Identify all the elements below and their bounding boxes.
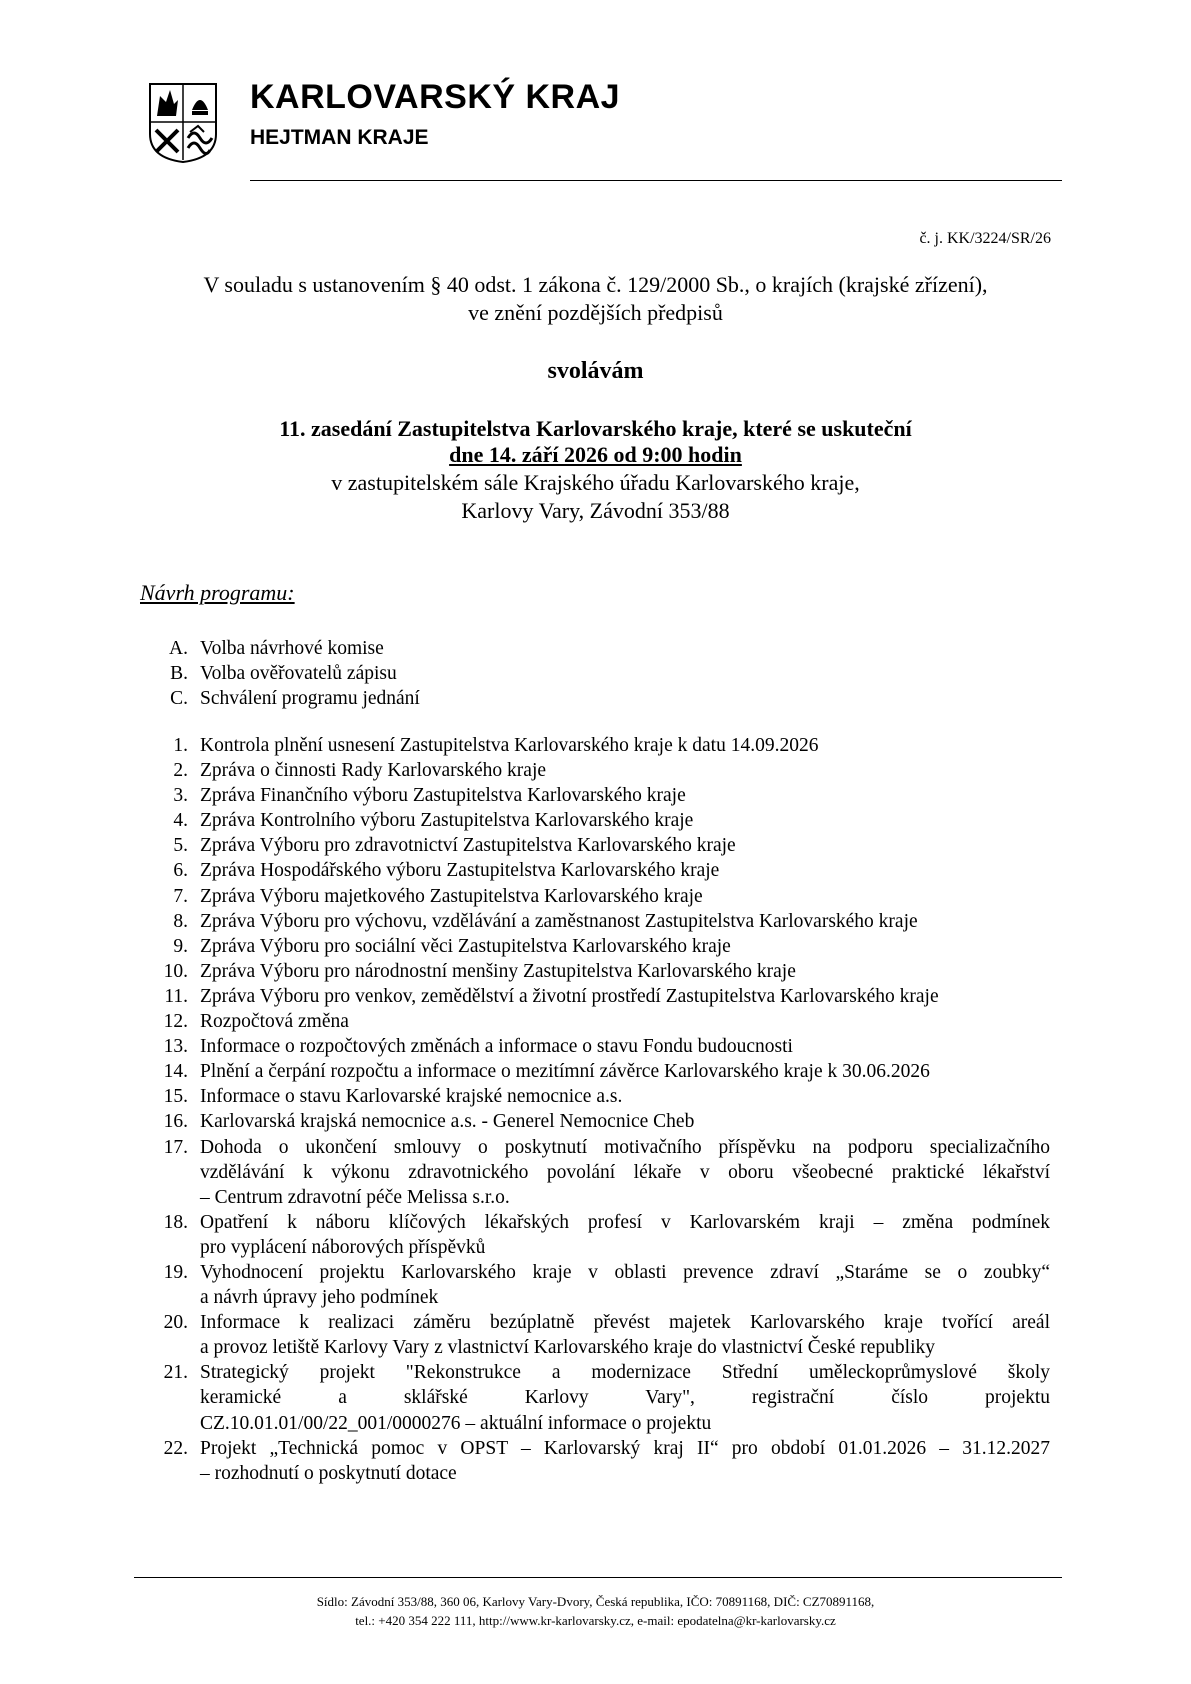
reference-number: č. j. KK/3224/SR/26 [919,230,1051,247]
list-item-line: Dohoda o ukončení smlouvy o poskytnutí motivačního příspěvku na podporu specializačního [200,1136,1050,1158]
list-item [0,833,1191,858]
list-item-text [200,984,1050,1009]
list-item [0,884,1191,909]
list-item-line: Zpráva Výboru pro sociální věci Zastupitelstva Karlovarského kraje [200,935,731,957]
list-item-line: Informace k realizaci záměru bezúplatně převést majetek Karlovarského kraje tvořící areál [200,1312,1050,1334]
agenda-item-list [0,733,1191,1486]
list-item [0,686,1191,711]
list-item-line: Rozpočtová změna [200,1011,349,1033]
list-item-line: Zpráva Výboru pro venkov, zemědělství a životní prostředí Zastupitelstva Karlovarského kraje [200,985,939,1007]
list-item-text [200,909,1050,934]
list-item-marker: 17. [163,1136,188,1158]
header-divider [250,180,1062,181]
meeting-address: Karlovy Vary, Závodní 353/88 [461,498,730,523]
list-item [0,1436,1191,1486]
list-item-text [200,733,1050,758]
list-item-marker: 12. [163,1011,188,1033]
agenda-letter-list [0,636,1191,711]
list-item-line: Volba návrhové komise [200,638,384,659]
list-item-line: Vyhodnocení projektu Karlovarského kraje v oblasti prevence zdraví „Staráme se o zoubky“ [200,1261,1050,1283]
list-item [0,959,1191,984]
list-item-text [200,1135,1050,1210]
org-subtitle: HEJTMAN KRAJE [250,126,429,149]
list-item-marker: 20. [163,1312,188,1334]
list-item-marker: B. [170,663,188,685]
list-item-marker: 7. [173,885,188,907]
list-item-line: – Centrum zdravotní péče Melissa s.r.o. [200,1186,510,1208]
list-item [0,1059,1191,1084]
list-item [0,1034,1191,1059]
list-item-marker: 21. [163,1362,188,1384]
list-item [0,1210,1191,1260]
list-item-line: CZ.10.01.01/00/22_001/0000276 – aktuální informace o projektu [200,1412,712,1434]
list-item-text [200,686,1050,711]
list-item-text [200,1310,1050,1360]
list-item-text [200,1084,1050,1109]
list-item-marker: 5. [173,835,188,857]
list-item-line: – rozhodnutí o poskytnutí dotace [200,1462,457,1484]
meeting-title: 11. zasedání Zastupitelstva Karlovarského kraje, které se uskuteční [279,416,912,441]
list-item-marker: 4. [173,810,188,832]
list-item-text [200,636,1050,661]
list-item-text [200,758,1050,783]
list-item [0,661,1191,686]
list-item-marker: 22. [163,1437,188,1459]
list-item-text [200,1009,1050,1034]
meeting-venue: v zastupitelském sále Krajského úřadu Karlovarského kraje, [331,470,860,495]
list-item-marker: 19. [163,1261,188,1283]
list-item-marker: 1. [173,735,188,756]
list-item-text [200,661,1050,686]
list-item-line: Schválení programu jednání [200,688,420,710]
list-item-text [200,1260,1050,1310]
list-item-line: Informace o stavu Karlovarské krajské nemocnice a.s. [200,1086,623,1108]
list-item-marker: 8. [173,910,188,932]
list-item-line: Strategický projekt "Rekonstrukce a modernizace Střední uměleckoprůmyslové školy [200,1362,1050,1384]
list-item-marker: 11. [164,985,188,1007]
list-item [0,1135,1191,1210]
list-item [0,1009,1191,1034]
org-name: KARLOVARSKÝ KRAJ [250,78,621,116]
list-item [0,733,1191,758]
list-item-text [200,783,1050,808]
list-item-line: keramické a sklářské Karlovy Vary", registrační číslo projektu [200,1387,1050,1409]
list-item [0,909,1191,934]
list-item-marker: 10. [163,960,188,982]
list-item-text [200,833,1050,858]
footer-divider [134,1577,1062,1578]
list-item-line: Zpráva Kontrolního výboru Zastupitelstva Karlovarského kraje [200,810,694,832]
list-item-text [200,1210,1050,1260]
list-item [0,636,1191,661]
list-item [0,758,1191,783]
list-item-marker: 16. [163,1111,188,1133]
list-item-marker: A. [169,638,188,659]
list-item-line: Informace o rozpočtových změnách a informace o stavu Fondu budoucnosti [200,1036,793,1058]
list-item [0,984,1191,1009]
list-item-line: Zpráva Hospodářského výboru Zastupitelstva Karlovarského kraje [200,860,720,882]
list-item-line: a provoz letiště Karlovy Vary z vlastnictví Karlovarského kraje do vlastnictví České republiky [200,1337,936,1359]
list-item-text [200,1360,1050,1435]
list-item-line: pro vyplácení náborových příspěvků [200,1236,486,1258]
list-item [0,1260,1191,1310]
coat-of-arms-icon [148,82,218,164]
list-item-line: Plnění a čerpání rozpočtu a informace o mezitímní závěrce Karlovarského kraje k 30.06.2026 [200,1061,930,1083]
list-item-line: Zpráva Výboru majetkového Zastupitelstva Karlovarského kraje [200,885,703,907]
list-item [0,1310,1191,1360]
list-item-marker: 13. [163,1036,188,1058]
list-item-marker: 14. [163,1061,188,1083]
list-item [0,808,1191,833]
list-item-text [200,1436,1050,1486]
footer-contact: tel.: +420 354 222 111, http://www.kr-karlovarsky.cz, e-mail: epodatelna@kr-karlovarsky.cz [355,1613,836,1628]
list-item-marker: 18. [163,1211,188,1233]
list-item-line: Zpráva Výboru pro výchovu, vzdělávání a zaměstnanost Zastupitelstva Karlovarského kraje [200,910,918,932]
list-item-line: Projekt „Technická pomoc v OPST – Karlovarský kraj II“ pro období 01.01.2026 – 31.12.2027 [200,1437,1050,1459]
convoke-heading: svolávám [547,358,644,384]
list-item-text [200,808,1050,833]
list-item-marker: C. [170,688,188,710]
footer-address: Sídlo: Závodní 353/88, 360 06, Karlovy Vary-Dvory, Česká republika, IČO: 70891168, DIČ: CZ70891168, [316,1594,875,1609]
list-item-text [200,1109,1050,1134]
list-item-line: Kontrola plnění usnesení Zastupitelstva Karlovarského kraje k datu 14.09.2026 [200,735,819,756]
list-item-line: Opatření k náboru klíčových lékařských profesí v Karlovarském kraji – změna podmínek [200,1211,1050,1233]
list-item-line: a návrh úpravy jeho podmínek [200,1287,439,1309]
list-item-line: Zpráva Výboru pro národnostní menšiny Zastupitelstva Karlovarského kraje [200,960,796,982]
list-item-text [200,959,1050,984]
intro-line-1: V souladu s ustanovením § 40 odst. 1 zákona č. 129/2000 Sb., o krajích (krajské zřízení), [203,272,988,297]
list-item-marker: 6. [173,860,188,882]
list-item-line: Zpráva o činnosti Rady Karlovarského kraje [200,760,547,782]
list-item-line: vzdělávání k výkonu zdravotnického povolání lékaře v oboru všeobecné praktické lékařství [200,1161,1050,1183]
list-item-marker: 9. [173,935,188,957]
list-item-line: Zpráva Výboru pro zdravotnictví Zastupitelstva Karlovarského kraje [200,835,736,857]
list-item-marker: 3. [173,785,188,807]
list-item [0,783,1191,808]
list-item-text [200,858,1050,883]
list-item-text [200,1059,1050,1084]
list-item-line: Zpráva Finančního výboru Zastupitelstva Karlovarského kraje [200,785,686,807]
list-item [0,934,1191,959]
program-heading: Návrh programu: [140,580,295,605]
intro-line-2: ve znění pozdějších předpisů [468,300,723,325]
list-item-line: Volba ověřovatelů zápisu [200,663,397,685]
list-item-marker: 2. [173,760,188,782]
meeting-date: dne 14. září 2026 od 9:00 hodin [449,442,742,467]
list-item [0,1109,1191,1134]
list-item-text [200,884,1050,909]
list-item-line: Karlovarská krajská nemocnice a.s. - Generel Nemocnice Cheb [200,1111,695,1133]
list-item-text [200,1034,1050,1059]
list-item [0,858,1191,883]
list-item-text [200,934,1050,959]
list-item [0,1084,1191,1109]
list-item-marker: 15. [163,1086,188,1108]
list-item [0,1360,1191,1435]
